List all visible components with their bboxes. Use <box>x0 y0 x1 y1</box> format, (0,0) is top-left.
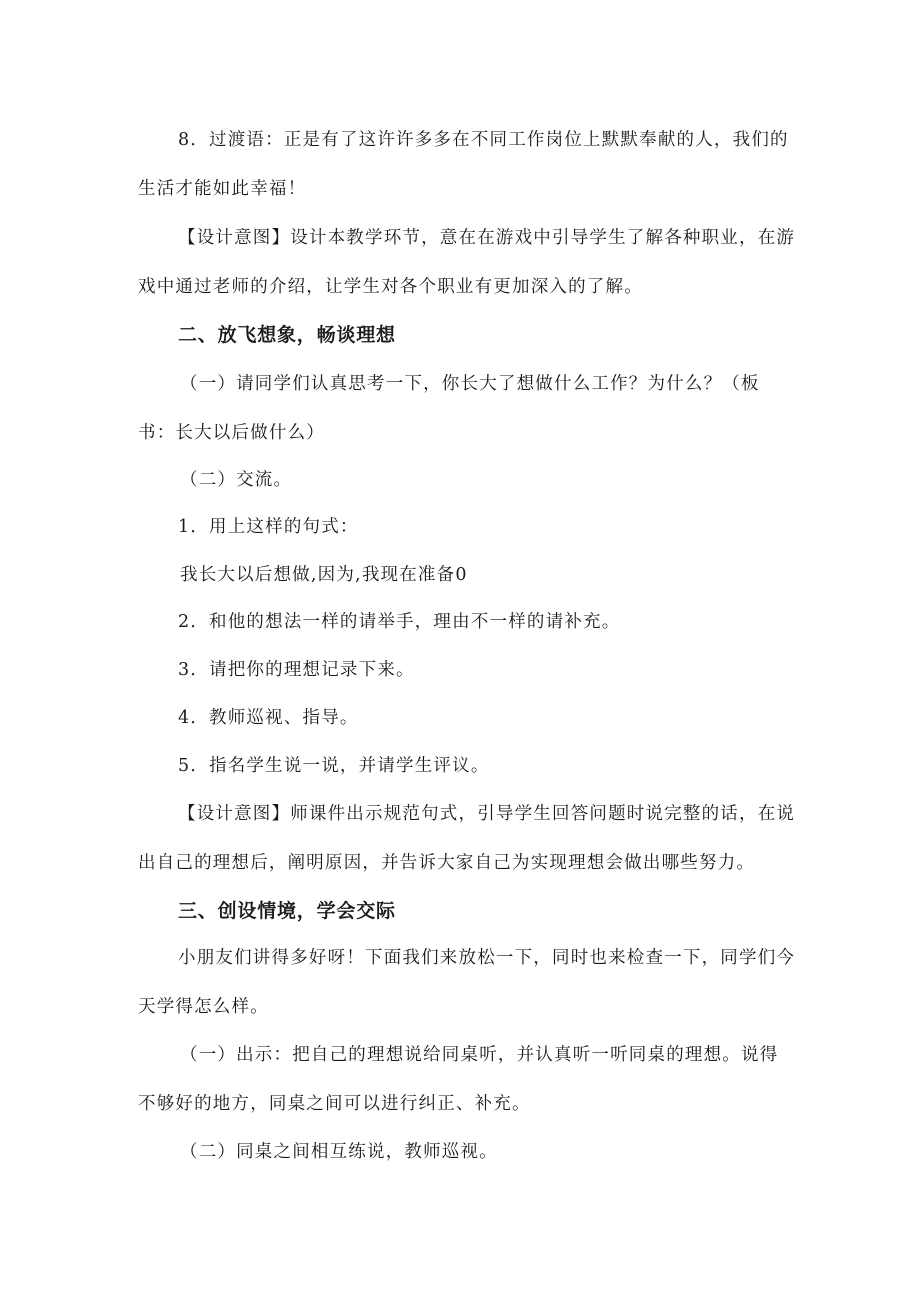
task-1-line-1: （一）出示：把自己的理想说给同桌听，并认真听一听同桌的理想。说得 <box>180 1045 779 1065</box>
design-intent-1-line-2: 戏中通过老师的介绍，让学生对各个职业有更加深入的了解。 <box>138 277 643 297</box>
design-intent-2-line-2: 出自己的理想后，阐明原因，并告诉大家自己为实现理想会做出哪些努力。 <box>138 853 756 873</box>
sentence-pattern: 我长大以后想做,因为,我现在准备0 <box>180 565 468 585</box>
step-3: 3．请把你的理想记录下来。 <box>178 660 415 680</box>
step-2: 2．和他的想法一样的请举手，理由不一样的请补充。 <box>178 612 621 632</box>
question-1-line-2: 书：长大以后做什么） <box>138 423 325 443</box>
step-5: 5．指名学生说一说，并请学生评议。 <box>178 756 490 776</box>
question-1-line-1: （一）请同学们认真思考一下，你长大了想做什么工作？为什么？（板 <box>180 374 760 394</box>
paragraph-step-8-line-1: 8．过渡语：正是有了这许许多多在不同工作岗位上默默奉献的人，我们的 <box>178 130 789 150</box>
step-1: 1．用上这样的句式： <box>178 517 359 537</box>
task-1-line-2: 不够好的地方，同桌之间可以进行纠正、补充。 <box>138 1094 531 1114</box>
intro-line-2: 天学得怎么样。 <box>138 997 269 1017</box>
intro-line-1: 小朋友们讲得多好呀！下面我们来放松一下，同时也来检查一下，同学们今 <box>178 948 796 968</box>
task-2: （二）同桌之间相互练说，教师巡视。 <box>180 1142 498 1162</box>
question-2: （二）交流。 <box>180 470 293 490</box>
step-4: 4．教师巡视、指导。 <box>178 708 359 728</box>
section-heading-3: 三、创设情境，学会交际 <box>178 900 396 922</box>
design-intent-1-line-1: 【设计意图】设计本教学环节，意在在游戏中引导学生了解各种职业，在游 <box>178 228 796 248</box>
section-heading-2: 二、放飞想象，畅谈理想 <box>178 324 396 346</box>
paragraph-step-8-line-2: 生活才能如此幸福！ <box>138 179 307 199</box>
design-intent-2-line-1: 【设计意图】师课件出示规范句式，引导学生回答问题时说完整的话，在说 <box>178 804 796 824</box>
